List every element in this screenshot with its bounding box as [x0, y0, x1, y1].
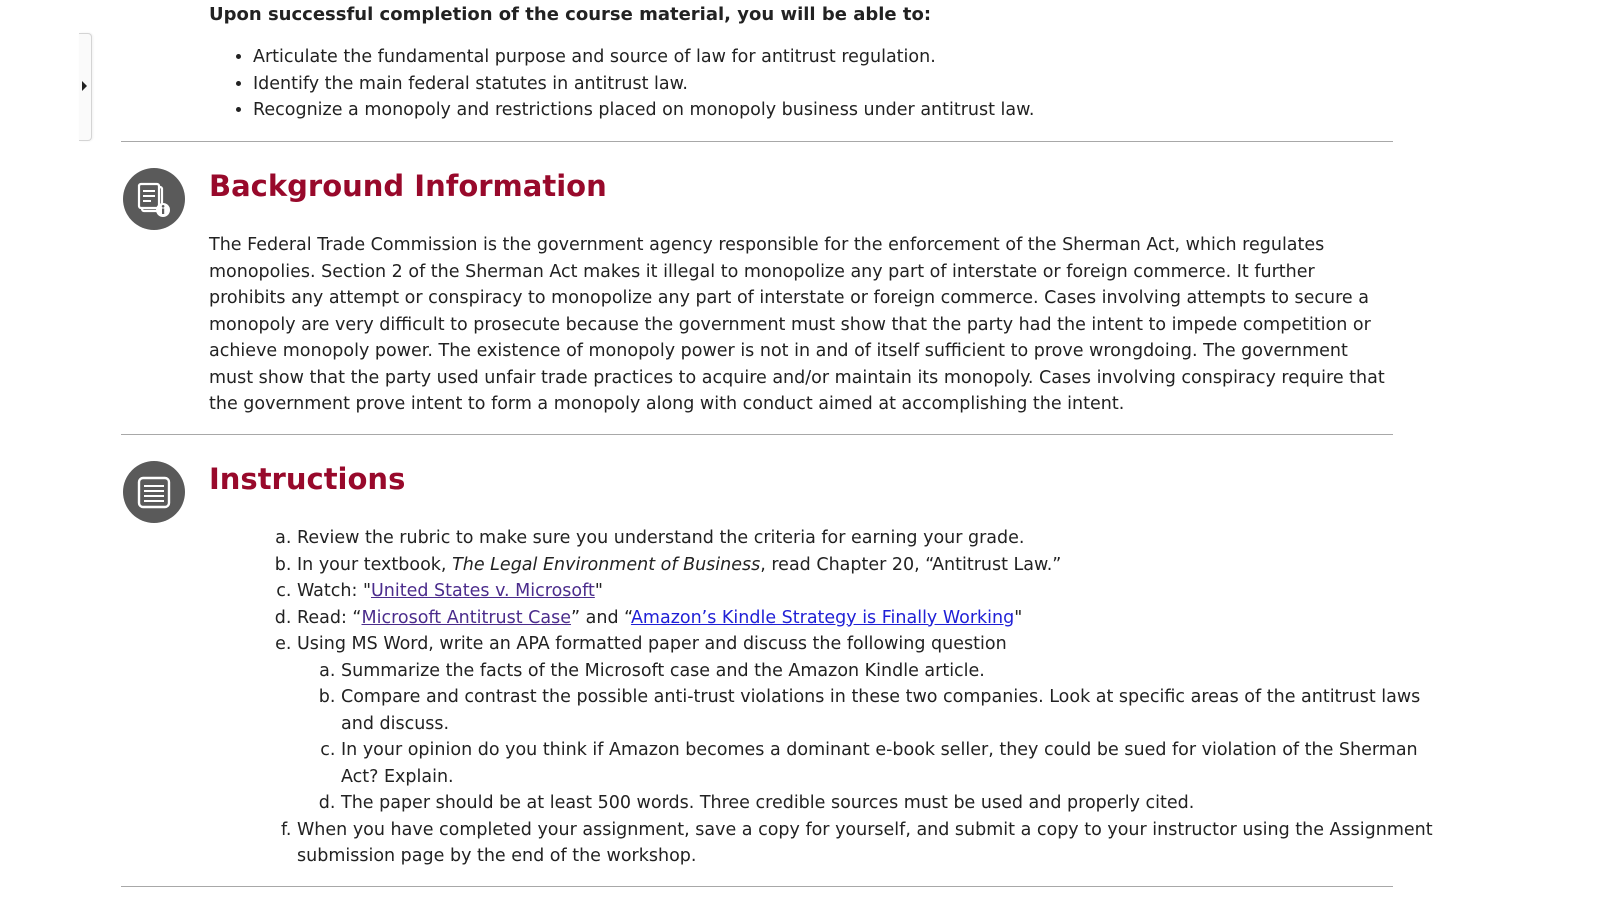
instruction-text: " — [594, 581, 603, 601]
instruction-text: ” and “ — [571, 607, 631, 628]
instruction-item-c — [297, 578, 1442, 605]
objectives-intro: Upon successful completion of the course material, you will be able to: — [209, 4, 932, 25]
instruction-text: Using MS Word, write an APA formatted paper and discuss the following question — [297, 634, 1007, 654]
instruction-item-b — [297, 552, 1442, 579]
instructions-list — [254, 525, 1442, 870]
objective-item: • Recognize a monopoly and restrictions placed on monopoly business under antitrust law. — [253, 97, 1409, 124]
textbook-title: The Legal Environment of Business — [452, 554, 761, 575]
instruction-item-d — [297, 605, 1442, 632]
amazon-kindle-strategy-link[interactable]: Amazon’s Kindle Strategy is Finally Working — [630, 607, 1015, 628]
sub-item: c. In your opinion do you think if Amazon becomes a dominant e-book seller, they could be sued for violation of the Sherman Act? Explain. — [341, 737, 1442, 790]
objective-item: • Identify the main federal statutes in antitrust law. — [253, 71, 1409, 98]
objectives-section — [209, 3, 1409, 124]
objectives-list — [209, 44, 1409, 124]
sub-item: a. Summarize the facts of the Microsoft case and the Amazon Kindle article. — [341, 658, 1442, 685]
us-v-microsoft-link[interactable]: United States v. Microsoft — [371, 581, 595, 601]
instruction-item-e — [297, 631, 1442, 817]
sub-item: b. Compare and contrast the possible anti-trust violations in these two companies. Look at specific areas of the antitrust laws and discuss. — [341, 684, 1442, 737]
instruction-sublist — [297, 658, 1442, 817]
instruction-text: In your textbook, — [297, 554, 453, 575]
section-divider — [121, 141, 1393, 142]
instruction-text: , read Chapter 20, “Antitrust Law.” — [760, 554, 1062, 575]
list-icon — [123, 461, 185, 523]
microsoft-antitrust-case-link[interactable]: Microsoft Antitrust Case — [361, 607, 572, 628]
instruction-item-a: a. Review the rubric to make sure you understand the criteria for earning your grade. — [297, 525, 1442, 552]
sub-item: d. The paper should be at least 500 words. Three credible sources must be used and properly cited. — [341, 790, 1442, 817]
instruction-text: Read: “ — [297, 607, 362, 628]
instruction-text: Watch: " — [297, 581, 371, 601]
document-info-icon — [123, 168, 185, 230]
instruction-text: " — [1014, 607, 1023, 628]
section-divider — [121, 434, 1393, 435]
objective-item: • Articulate the fundamental purpose and source of law for antitrust regulation. — [253, 44, 1409, 71]
background-heading: Background Information — [209, 169, 607, 203]
chevron-right-icon — [82, 81, 87, 91]
instructions-heading: Instructions — [209, 462, 406, 496]
instruction-item-f: f. When you have completed your assignment, save a copy for yourself, and submit a copy to your instructor using the Assignment submission page by the end of the workshop. — [297, 817, 1442, 870]
sidebar-toggle[interactable] — [79, 33, 92, 141]
section-divider — [121, 886, 1393, 887]
background-paragraph: The Federal Trade Commission is the government agency responsible for the enforcement of the Sherman Act, which regulates monopolies. Section 2 of the Sherman Act makes it illegal to monopolize any part of interstate or foreign commerce. It further prohibits any attempt or conspiracy to monopolize any part of interstate or foreign commerce. Cases involving attempts to secure a monopoly are very difficult to prosecute because the government must show that the party had the intent to impede competition or achieve monopoly power. The existence of monopoly power is not in and of itself sufficient to prove wrongdoing. The government must show that the party used unfair trade practices to acquire and/or maintain its monopoly. Cases involving conspiracy require that the government prove intent to form a monopoly along with conduct aimed at accomplishing the intent. — [209, 235, 1385, 414]
